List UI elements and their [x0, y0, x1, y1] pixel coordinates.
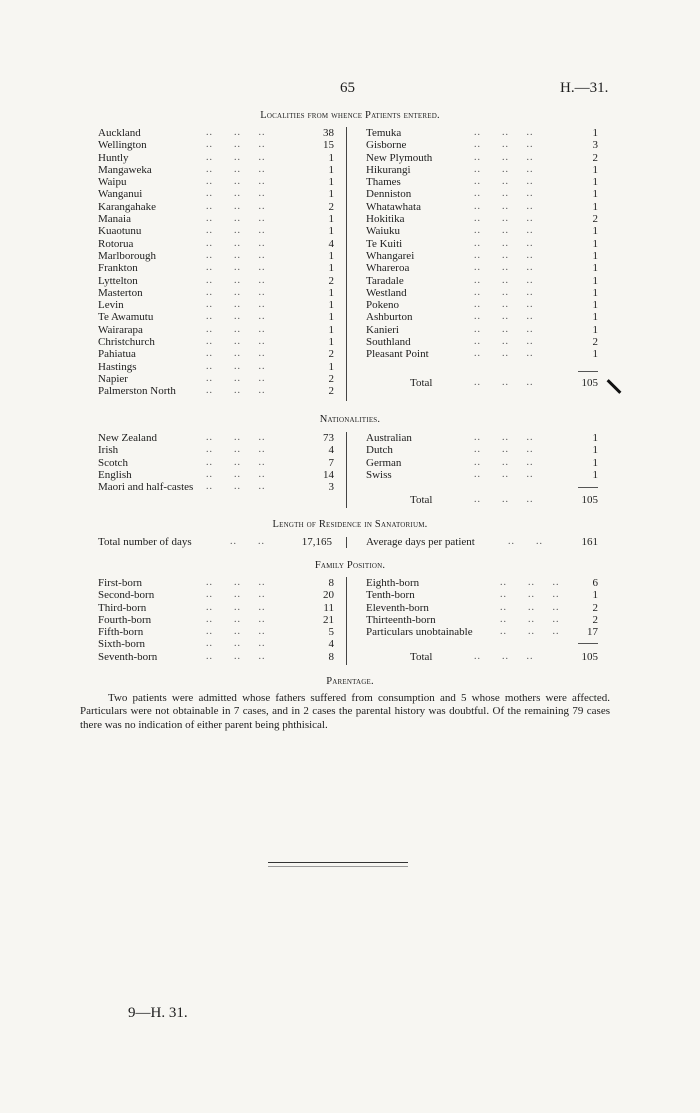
- row-value: 1: [592, 286, 598, 299]
- row-value: 1: [592, 249, 598, 262]
- leader-dots: .. .. ..: [474, 468, 534, 480]
- table-row: [366, 152, 598, 164]
- row-value: 1: [592, 444, 598, 457]
- row-value: 1: [592, 127, 598, 139]
- row-value: 1: [592, 456, 598, 469]
- row-name: Wairarapa: [98, 323, 143, 336]
- row-value: 1: [328, 299, 334, 312]
- row-value: 1: [592, 299, 598, 312]
- total-rule: [578, 371, 598, 372]
- row-name: Sixth-born: [98, 638, 146, 651]
- row-name: Pokeno: [366, 299, 399, 312]
- row-value: 3: [592, 139, 598, 152]
- table-row: [366, 225, 598, 237]
- row-name: Pleasant Point: [366, 348, 429, 361]
- leader-dots: .. .. ..: [206, 601, 266, 613]
- leader-dots: .. .. ..: [206, 274, 266, 286]
- table-row: [366, 250, 598, 262]
- row-name: Temuka: [366, 127, 402, 139]
- leader-dots: .. .. ..: [206, 481, 266, 493]
- table-row: [98, 373, 334, 385]
- leader-dots: .. .. ..: [206, 213, 266, 225]
- row-name: Kanieri: [366, 323, 399, 336]
- table-row: [98, 336, 334, 348]
- nationalities-right-column: [366, 432, 598, 481]
- table-row: [366, 469, 598, 481]
- table-row: [98, 213, 334, 225]
- row-name: Particulars unobtainable: [366, 626, 473, 639]
- row-value: 1: [592, 188, 598, 201]
- table-row: [366, 444, 598, 456]
- leader-dots: .. .. ..: [206, 468, 266, 480]
- document-code: H.—31.: [560, 80, 609, 96]
- row-name: Hastings: [98, 360, 137, 373]
- leader-dots: .. .. ..: [474, 188, 534, 200]
- table-row: [98, 348, 334, 360]
- row-value: 1: [592, 468, 598, 481]
- leader-dots: .. .. ..: [206, 360, 266, 372]
- row-name: Wanganui: [98, 188, 143, 201]
- total-value: 105: [581, 651, 598, 663]
- row-name: Kuaotunu: [98, 225, 142, 238]
- row-value: 21: [323, 613, 334, 626]
- leader-dots: .. .. ..: [474, 311, 534, 323]
- leader-dots: .. .. ..: [474, 336, 534, 348]
- row-value: 1: [592, 274, 598, 287]
- leader-dots: .. .. ..: [474, 163, 534, 175]
- row-name: Rotorua: [98, 237, 134, 250]
- parentage-title: Parentage.: [326, 676, 374, 687]
- row-name: Southland: [366, 336, 411, 349]
- table-row: [366, 589, 598, 601]
- row-name: First-born: [98, 577, 142, 589]
- row-value: 1: [592, 237, 598, 250]
- residence-row: Total number of days .. .. 17,165 Average days per patient .. .. 161: [98, 536, 598, 548]
- row-name: Eleventh-born: [366, 601, 429, 614]
- row-value: 2: [328, 385, 334, 398]
- row-name: Te Awamutu: [98, 311, 154, 324]
- column-divider: [346, 537, 347, 548]
- row-value: 2: [328, 200, 334, 213]
- column-divider: [346, 577, 347, 665]
- row-name: Australian: [366, 432, 412, 444]
- row-name: Ashburton: [366, 311, 413, 324]
- localities-left-column: [98, 127, 334, 398]
- leader-dots: .. .. ..: [206, 225, 266, 237]
- table-row: [366, 626, 598, 638]
- table-row: [98, 589, 334, 601]
- leader-dots: .. .. ..: [474, 286, 534, 298]
- row-value: 1: [328, 163, 334, 176]
- row-name: Waiuku: [366, 225, 400, 238]
- leader-dots: .. .. ..: [474, 176, 534, 188]
- table-row: [98, 262, 334, 274]
- row-name: Auckland: [98, 127, 141, 139]
- row-name: Seventh-born: [98, 650, 158, 663]
- row-value: 11: [323, 601, 334, 614]
- row-value: 6: [592, 577, 598, 589]
- table-row: [366, 127, 598, 139]
- table-row: [366, 348, 598, 360]
- total-value: 105: [581, 494, 598, 506]
- residence-average-label: Average days per patient: [366, 536, 475, 548]
- row-name: Irish: [98, 444, 119, 457]
- row-value: 1: [592, 200, 598, 213]
- table-row: [98, 626, 334, 638]
- row-value: 1: [328, 225, 334, 238]
- table-row: [98, 311, 334, 323]
- row-name: Huntly: [98, 151, 129, 164]
- row-value: 4: [328, 638, 334, 651]
- leader-dots: .. .. ..: [474, 213, 534, 225]
- total-value: 105: [581, 377, 598, 389]
- footer-signature: 9—H. 31.: [128, 1005, 188, 1021]
- table-row: [366, 176, 598, 188]
- residence-title: Length of Residence in Sanatorium.: [272, 519, 428, 530]
- table-row: [366, 432, 598, 444]
- table-row: [98, 287, 334, 299]
- row-value: 73: [323, 432, 334, 444]
- leader-dots: .. .. ..: [474, 274, 534, 286]
- row-name: Scotch: [98, 456, 128, 469]
- row-value: 1: [328, 188, 334, 201]
- leader-dots: .. .. ..: [206, 650, 266, 662]
- total-label: Total: [410, 494, 433, 506]
- row-value: 2: [328, 372, 334, 385]
- nationalities-total-row: Total .. .. .. 105: [410, 494, 598, 506]
- row-name: Westland: [366, 286, 407, 299]
- row-name: Mangaweka: [98, 163, 152, 176]
- row-name: Pahiatua: [98, 348, 136, 361]
- row-value: 1: [592, 311, 598, 324]
- row-value: 1: [592, 348, 598, 361]
- leader-dots: .. .. ..: [206, 200, 266, 212]
- leader-dots: .. .. ..: [206, 323, 266, 335]
- parentage-text: Two patients were admitted whose fathers suffered from consumption and 5 whose mothers were affected. Particulars were not obtainable in 7 cases, and in 2 cases the parental history was doubtful. Of the remaining 79 cases there was no indication of either parent being phthisical.: [80, 692, 610, 731]
- row-name: Whatawhata: [366, 200, 421, 213]
- table-row: [98, 201, 334, 213]
- leader-dots: .. .. ..: [206, 638, 266, 650]
- table-row: [98, 457, 334, 469]
- leader-dots: .. .. ..: [206, 613, 266, 625]
- row-value: 2: [592, 336, 598, 349]
- row-value: 1: [592, 323, 598, 336]
- row-value: 1: [328, 323, 334, 336]
- row-value: 1: [328, 311, 334, 324]
- localities-title: Localities from whence Patients entered.: [260, 110, 440, 121]
- row-name: Napier: [98, 372, 128, 385]
- row-name: Whareroa: [366, 262, 410, 275]
- footer-rule: [268, 866, 408, 867]
- row-name: Karangahake: [98, 200, 157, 213]
- row-name: Second-born: [98, 589, 155, 602]
- row-value: 8: [328, 577, 334, 589]
- leader-dots: .. .. ..: [206, 348, 266, 360]
- table-row: [98, 361, 334, 373]
- row-value: 1: [592, 262, 598, 275]
- row-value: 2: [592, 151, 598, 164]
- row-name: English: [98, 468, 132, 481]
- row-name: Denniston: [366, 188, 412, 201]
- row-value: 1: [328, 151, 334, 164]
- leader-dots: .. .. ..: [474, 249, 534, 261]
- row-value: 1: [328, 249, 334, 262]
- leader-dots: .. .. ..: [206, 151, 266, 163]
- table-row: [98, 238, 334, 250]
- family-right-column: [366, 577, 598, 638]
- row-name: Manaia: [98, 213, 131, 226]
- table-row: [366, 311, 598, 323]
- leader-dots: .. .. ..: [206, 127, 266, 138]
- row-value: 1: [328, 176, 334, 189]
- pencil-mark: [607, 379, 622, 394]
- leader-dots: .. .. ..: [206, 336, 266, 348]
- row-name: Christchurch: [98, 336, 155, 349]
- leader-dots: .. .. ..: [206, 577, 266, 588]
- table-row: [366, 336, 598, 348]
- nationalities-title: Nationalities.: [319, 414, 381, 425]
- row-value: 2: [592, 213, 598, 226]
- row-name: German: [366, 456, 402, 469]
- leader-dots: .. .. ..: [474, 444, 534, 456]
- row-value: 1: [328, 336, 334, 349]
- table-row: [98, 127, 334, 139]
- row-value: 1: [328, 262, 334, 275]
- leader-dots: .. .. ..: [474, 151, 534, 163]
- localities-right-column: [366, 127, 598, 361]
- row-value: 15: [323, 139, 334, 152]
- row-name: Thirteenth-born: [366, 613, 436, 626]
- row-name: Palmerston North: [98, 385, 176, 398]
- row-name: Fourth-born: [98, 613, 152, 626]
- leader-dots: .. .. ..: [206, 456, 266, 468]
- table-row: [98, 577, 334, 589]
- leader-dots: .. .. ..: [206, 139, 266, 151]
- total-label: Total: [410, 377, 433, 389]
- table-row: [366, 201, 598, 213]
- total-rule: [578, 643, 598, 644]
- table-row: [366, 213, 598, 225]
- row-name: Wellington: [98, 139, 147, 152]
- row-name: Gisborne: [366, 139, 407, 152]
- leader-dots: .. .. ..: [500, 601, 560, 613]
- row-name: Hikurangi: [366, 163, 411, 176]
- table-row: [98, 275, 334, 287]
- leader-dots: .. .. ..: [474, 456, 534, 468]
- table-row: [98, 444, 334, 456]
- leader-dots: .. .. ..: [206, 385, 266, 397]
- row-value: 1: [328, 213, 334, 226]
- leader-dots: .. .. ..: [206, 372, 266, 384]
- row-name: Maori and half-castes: [98, 481, 194, 494]
- row-name: Levin: [98, 299, 124, 312]
- localities-total-row: Total .. .. .. 105: [410, 377, 598, 389]
- table-row: [366, 188, 598, 200]
- nationalities-left-column: [98, 432, 334, 493]
- row-value: 14: [323, 468, 334, 481]
- table-row: [366, 238, 598, 250]
- leader-dots: .. .. ..: [206, 249, 266, 261]
- row-value: 4: [328, 237, 334, 250]
- row-name: Hokitika: [366, 213, 405, 226]
- family-left-column: [98, 577, 334, 663]
- leader-dots: .. .. ..: [474, 262, 534, 274]
- leader-dots: .. .. ..: [206, 237, 266, 249]
- row-value: 4: [328, 444, 334, 457]
- column-divider: [346, 127, 347, 401]
- table-row: [98, 299, 334, 311]
- leader-dots: .. .. ..: [206, 311, 266, 323]
- row-value: 1: [328, 286, 334, 299]
- leader-dots: .. .. ..: [500, 613, 560, 625]
- row-value: 1: [592, 589, 598, 602]
- row-name: Swiss: [366, 468, 392, 481]
- row-value: 8: [328, 650, 334, 663]
- leader-dots: .. .. ..: [474, 299, 534, 311]
- table-row: [98, 164, 334, 176]
- table-row: [98, 614, 334, 626]
- parentage-paragraph: [80, 692, 610, 732]
- row-value: 2: [592, 601, 598, 614]
- leader-dots: .. .. ..: [206, 163, 266, 175]
- row-value: 7: [328, 456, 334, 469]
- row-name: Whangarei: [366, 249, 415, 262]
- table-row: [98, 152, 334, 164]
- residence-average-value: 161: [581, 536, 598, 548]
- leader-dots: .. .. ..: [206, 188, 266, 200]
- leader-dots: .. .. ..: [206, 589, 266, 601]
- page-number: 65: [340, 80, 355, 96]
- table-row: [366, 275, 598, 287]
- leader-dots: .. .. ..: [206, 432, 266, 443]
- leader-dots: .. .. ..: [474, 225, 534, 237]
- row-name: Third-born: [98, 601, 147, 614]
- table-row: [98, 324, 334, 336]
- table-row: [366, 577, 598, 589]
- leader-dots: .. .. ..: [500, 577, 560, 588]
- table-row: [98, 176, 334, 188]
- row-name: Frankton: [98, 262, 138, 275]
- leader-dots: .. .. ..: [474, 139, 534, 151]
- row-value: 2: [328, 274, 334, 287]
- row-value: 2: [592, 613, 598, 626]
- leader-dots: .. .. ..: [206, 286, 266, 298]
- table-row: [366, 324, 598, 336]
- table-row: [98, 188, 334, 200]
- row-value: 38: [323, 127, 334, 139]
- row-name: Marlborough: [98, 249, 157, 262]
- row-name: Fifth-born: [98, 626, 144, 639]
- row-value: 17: [587, 626, 598, 639]
- row-name: Eighth-born: [366, 577, 420, 589]
- row-value: 2: [328, 348, 334, 361]
- leader-dots: .. .. ..: [206, 262, 266, 274]
- footer-rule: [268, 862, 408, 863]
- leader-dots: .. .. ..: [206, 176, 266, 188]
- leader-dots: .. .. ..: [500, 589, 560, 601]
- row-name: Te Kuiti: [366, 237, 403, 250]
- row-name: New Plymouth: [366, 151, 433, 164]
- table-row: [98, 139, 334, 151]
- family-title: Family Position.: [314, 560, 386, 571]
- row-name: Dutch: [366, 444, 393, 457]
- residence-total-label: Total number of days: [98, 536, 192, 548]
- table-row: [366, 299, 598, 311]
- table-row: [366, 614, 598, 626]
- row-value: 20: [323, 589, 334, 602]
- table-row: [366, 287, 598, 299]
- table-row: [366, 262, 598, 274]
- row-value: 1: [328, 360, 334, 373]
- row-value: 1: [592, 176, 598, 189]
- row-name: Waipu: [98, 176, 127, 189]
- table-row: [98, 469, 334, 481]
- row-value: 1: [592, 225, 598, 238]
- leader-dots: .. .. ..: [474, 323, 534, 335]
- row-name: Lyttelton: [98, 274, 138, 287]
- leader-dots: .. .. ..: [206, 444, 266, 456]
- residence-total-value: 17,165: [301, 536, 332, 548]
- column-divider: [346, 432, 347, 508]
- leader-dots: .. .. ..: [474, 127, 534, 138]
- row-name: Taradale: [366, 274, 404, 287]
- leader-dots: .. .. ..: [474, 432, 534, 443]
- total-rule: [578, 487, 598, 488]
- leader-dots: .. .. ..: [500, 626, 560, 638]
- table-row: [98, 602, 334, 614]
- table-row: [366, 139, 598, 151]
- family-total-row: Total .. .. .. 105: [410, 651, 598, 663]
- leader-dots: .. .. ..: [474, 348, 534, 360]
- table-row: [98, 250, 334, 262]
- leader-dots: .. .. ..: [206, 299, 266, 311]
- table-row: [98, 651, 334, 663]
- row-name: Masterton: [98, 286, 143, 299]
- row-name: Thames: [366, 176, 401, 189]
- table-row: [98, 432, 334, 444]
- leader-dots: .. .. ..: [474, 200, 534, 212]
- leader-dots: .. .. ..: [474, 237, 534, 249]
- row-value: 1: [592, 432, 598, 444]
- row-value: 3: [328, 481, 334, 494]
- total-label: Total: [410, 651, 433, 663]
- table-row: [98, 225, 334, 237]
- leader-dots: .. .. ..: [206, 626, 266, 638]
- row-name: Tenth-born: [366, 589, 415, 602]
- row-name: New Zealand: [98, 432, 157, 444]
- table-row: [366, 457, 598, 469]
- row-value: 5: [328, 626, 334, 639]
- table-row: [98, 385, 334, 397]
- table-row: [366, 602, 598, 614]
- table-row: [98, 481, 334, 493]
- row-value: 1: [592, 163, 598, 176]
- table-row: [366, 164, 598, 176]
- table-row: [98, 638, 334, 650]
